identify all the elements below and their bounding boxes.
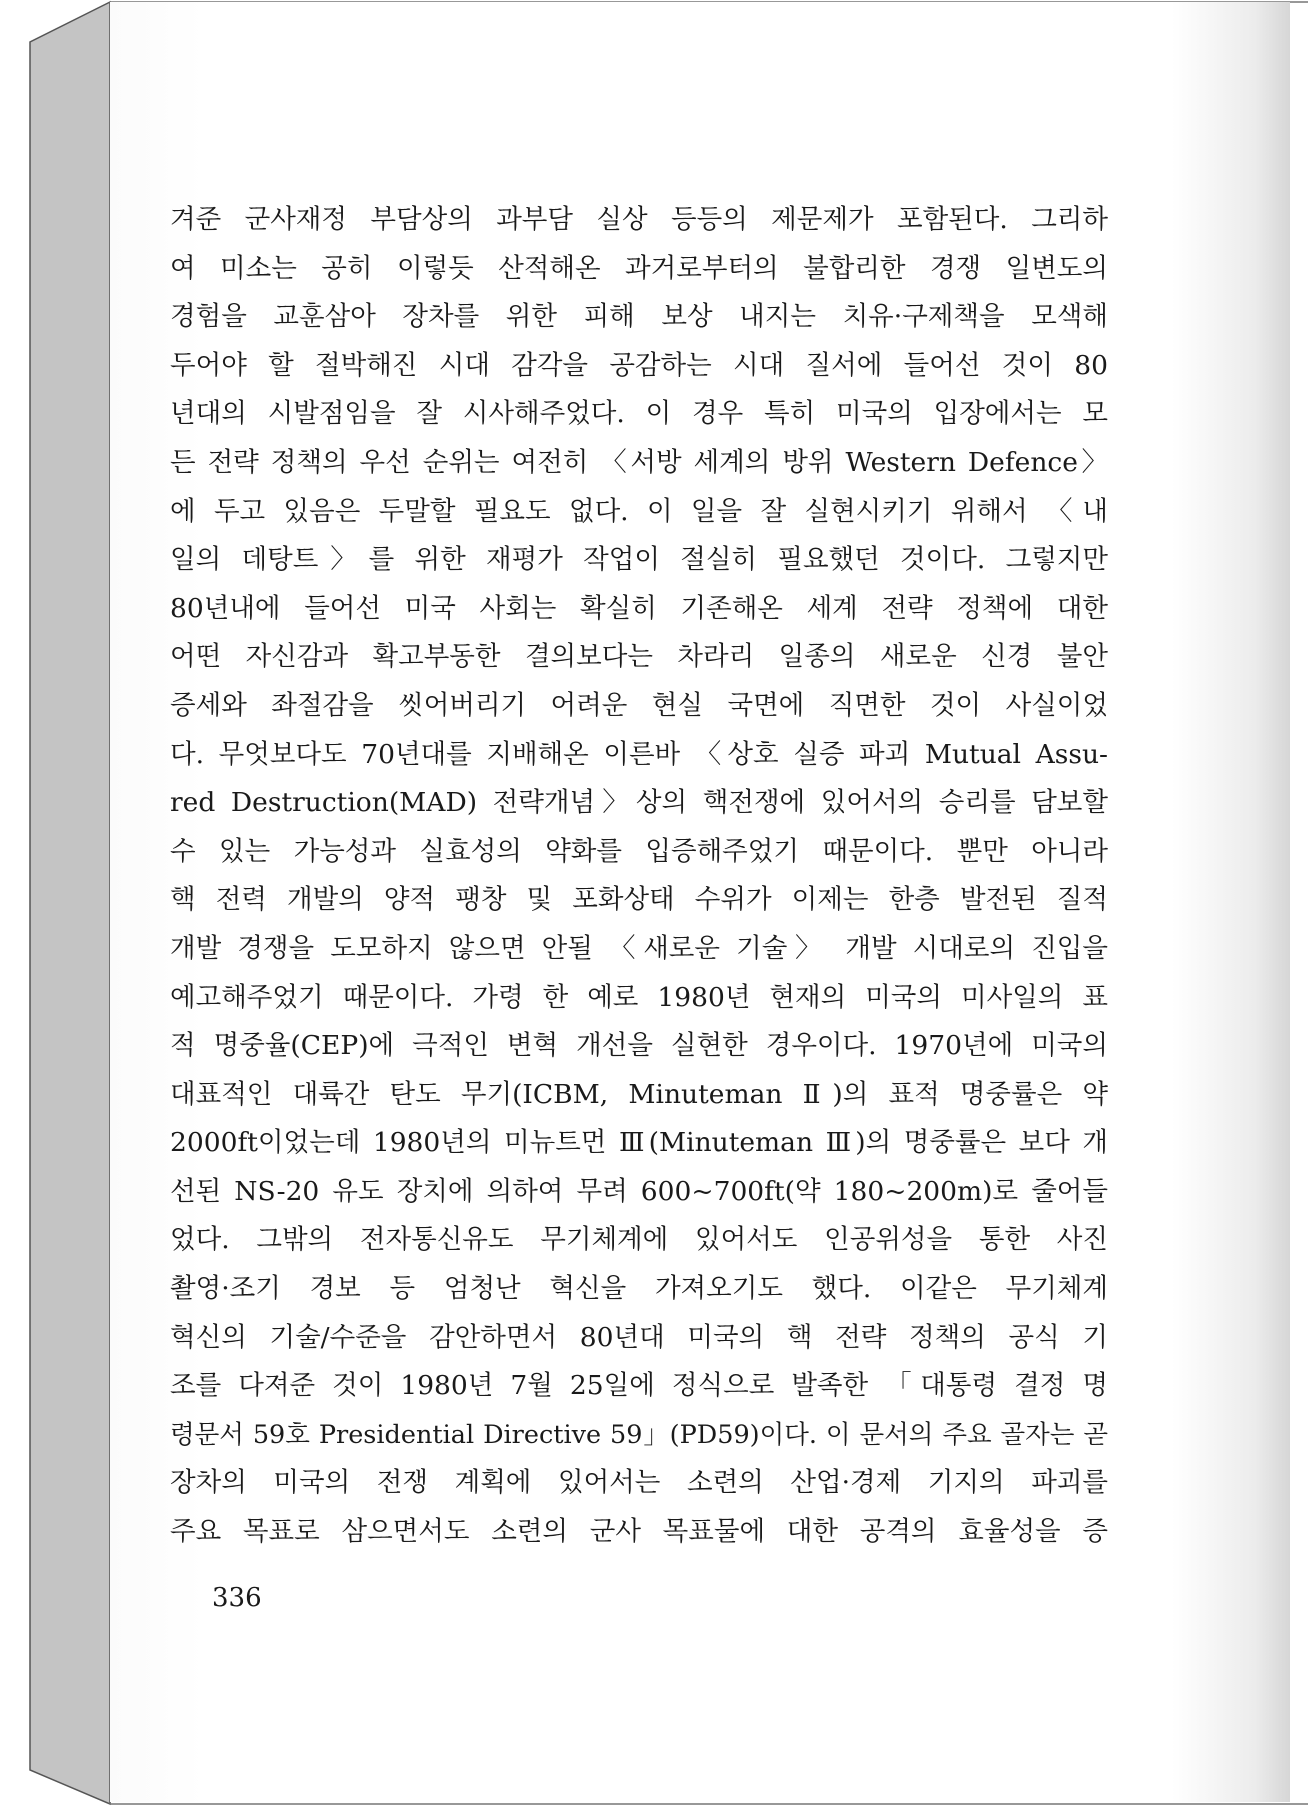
text-line: 든 전략 정책의 우선 순위는 여전히 〈서방 세계의 방위 Western Defence〉 — [170, 446, 1108, 478]
text-line: 수 있는 가능성과 실효성의 약화를 입증해주었기 때문이다. 뿐만 아니라 — [170, 835, 1108, 867]
text-line: 예고해주었기 때문이다. 가령 한 예로 1980년 현재의 미국의 미사일의 표 — [170, 981, 1108, 1013]
text-line: 일의 데탕트〉를 위한 재평가 작업이 절실히 필요했던 것이다. 그렇지만 — [170, 544, 1108, 576]
text-line: 어떤 자신감과 확고부동한 결의보다는 차라리 일종의 새로운 신경 불안 — [170, 641, 1108, 673]
text-line: 경험을 교훈삼아 장차를 위한 피해 보상 내지는 치유·구제책을 모색해 — [170, 301, 1108, 333]
text-line: 개발 경쟁을 도모하지 않으면 안될 〈새로운 기술〉 개발 시대로의 진입을 — [170, 932, 1108, 964]
text-line: 혁신의 기술/수준을 감안하면서 80년대 미국의 핵 전략 정책의 공식 기 — [170, 1321, 1108, 1353]
text-line: 다. 무엇보다도 70년대를 지배해온 이른바 〈상호 실증 파괴 Mutual Assu- — [170, 738, 1108, 770]
text-line: 년대의 시발점임을 잘 시사해주었다. 이 경우 특히 미국의 입장에서는 모 — [170, 398, 1108, 430]
text-line: 장차의 미국의 전쟁 계획에 있어서는 소련의 산업·경제 기지의 파괴를 — [170, 1467, 1108, 1499]
text-line: 주요 목표로 삼으면서도 소련의 군사 목표물에 대한 공격의 효율성을 증 — [170, 1516, 1108, 1548]
text-line: 여 미소는 공히 이렇듯 산적해온 과거로부터의 불합리한 경쟁 일변도의 — [170, 252, 1108, 284]
text-line: 적 명중율(CEP)에 극적인 변혁 개선을 실현한 경우이다. 1970년에 미국의 — [170, 1030, 1108, 1062]
text-line: 었다. 그밖의 전자통신유도 무기체계에 있어서도 인공위성을 통한 사진 — [170, 1224, 1108, 1256]
text-line: 조를 다져준 것이 1980년 7월 25일에 정식으로 발족한 「대통령 결정 명 — [170, 1370, 1108, 1402]
text-line: 선된 NS-20 유도 장치에 의하여 무려 600~700ft(약 180~200m)로 줄어들 — [170, 1175, 1108, 1207]
text-line: red Destruction(MAD) 전략개념〉상의 핵전쟁에 있어서의 승리를 담보할 — [170, 787, 1108, 819]
text-line: 증세와 좌절감을 씻어버리기 어려운 현실 국면에 직면한 것이 사실이었 — [170, 689, 1108, 721]
text-line: 대표적인 대륙간 탄도 무기(ICBM, Minuteman Ⅱ)의 표적 명중률은 약 — [170, 1078, 1108, 1110]
text-line: 두어야 할 절박해진 시대 감각을 공감하는 시대 질서에 들어선 것이 80 — [170, 349, 1108, 381]
text-line: 에 두고 있음은 두말할 필요도 없다. 이 일을 잘 실현시키기 위해서 〈내 — [170, 495, 1108, 527]
text-line: 핵 전력 개발의 양적 팽창 및 포화상태 수위가 이제는 한층 발전된 질적 — [170, 884, 1108, 916]
page-number: 336 — [212, 1583, 262, 1613]
text-line: 80년내에 들어선 미국 사회는 확실히 기존해온 세계 전략 정책에 대한 — [170, 592, 1108, 624]
text-line: 2000ft이었는데 1980년의 미뉴트먼 Ⅲ(Minuteman Ⅲ)의 명중률은 보다 개 — [170, 1127, 1108, 1159]
body-text — [170, 196, 1108, 1557]
text-line: 촬영·조기 경보 등 엄청난 혁신을 가져오기도 했다. 이같은 무기체계 — [170, 1273, 1108, 1305]
text-line: 령문서 59호 Presidential Directive 59」(PD59)이다. 이 문서의 주요 골자는 곧 — [170, 1419, 1108, 1450]
text-line: 겨준 군사재정 부담상의 과부담 실상 등등의 제문제가 포함된다. 그리하 — [170, 204, 1108, 235]
